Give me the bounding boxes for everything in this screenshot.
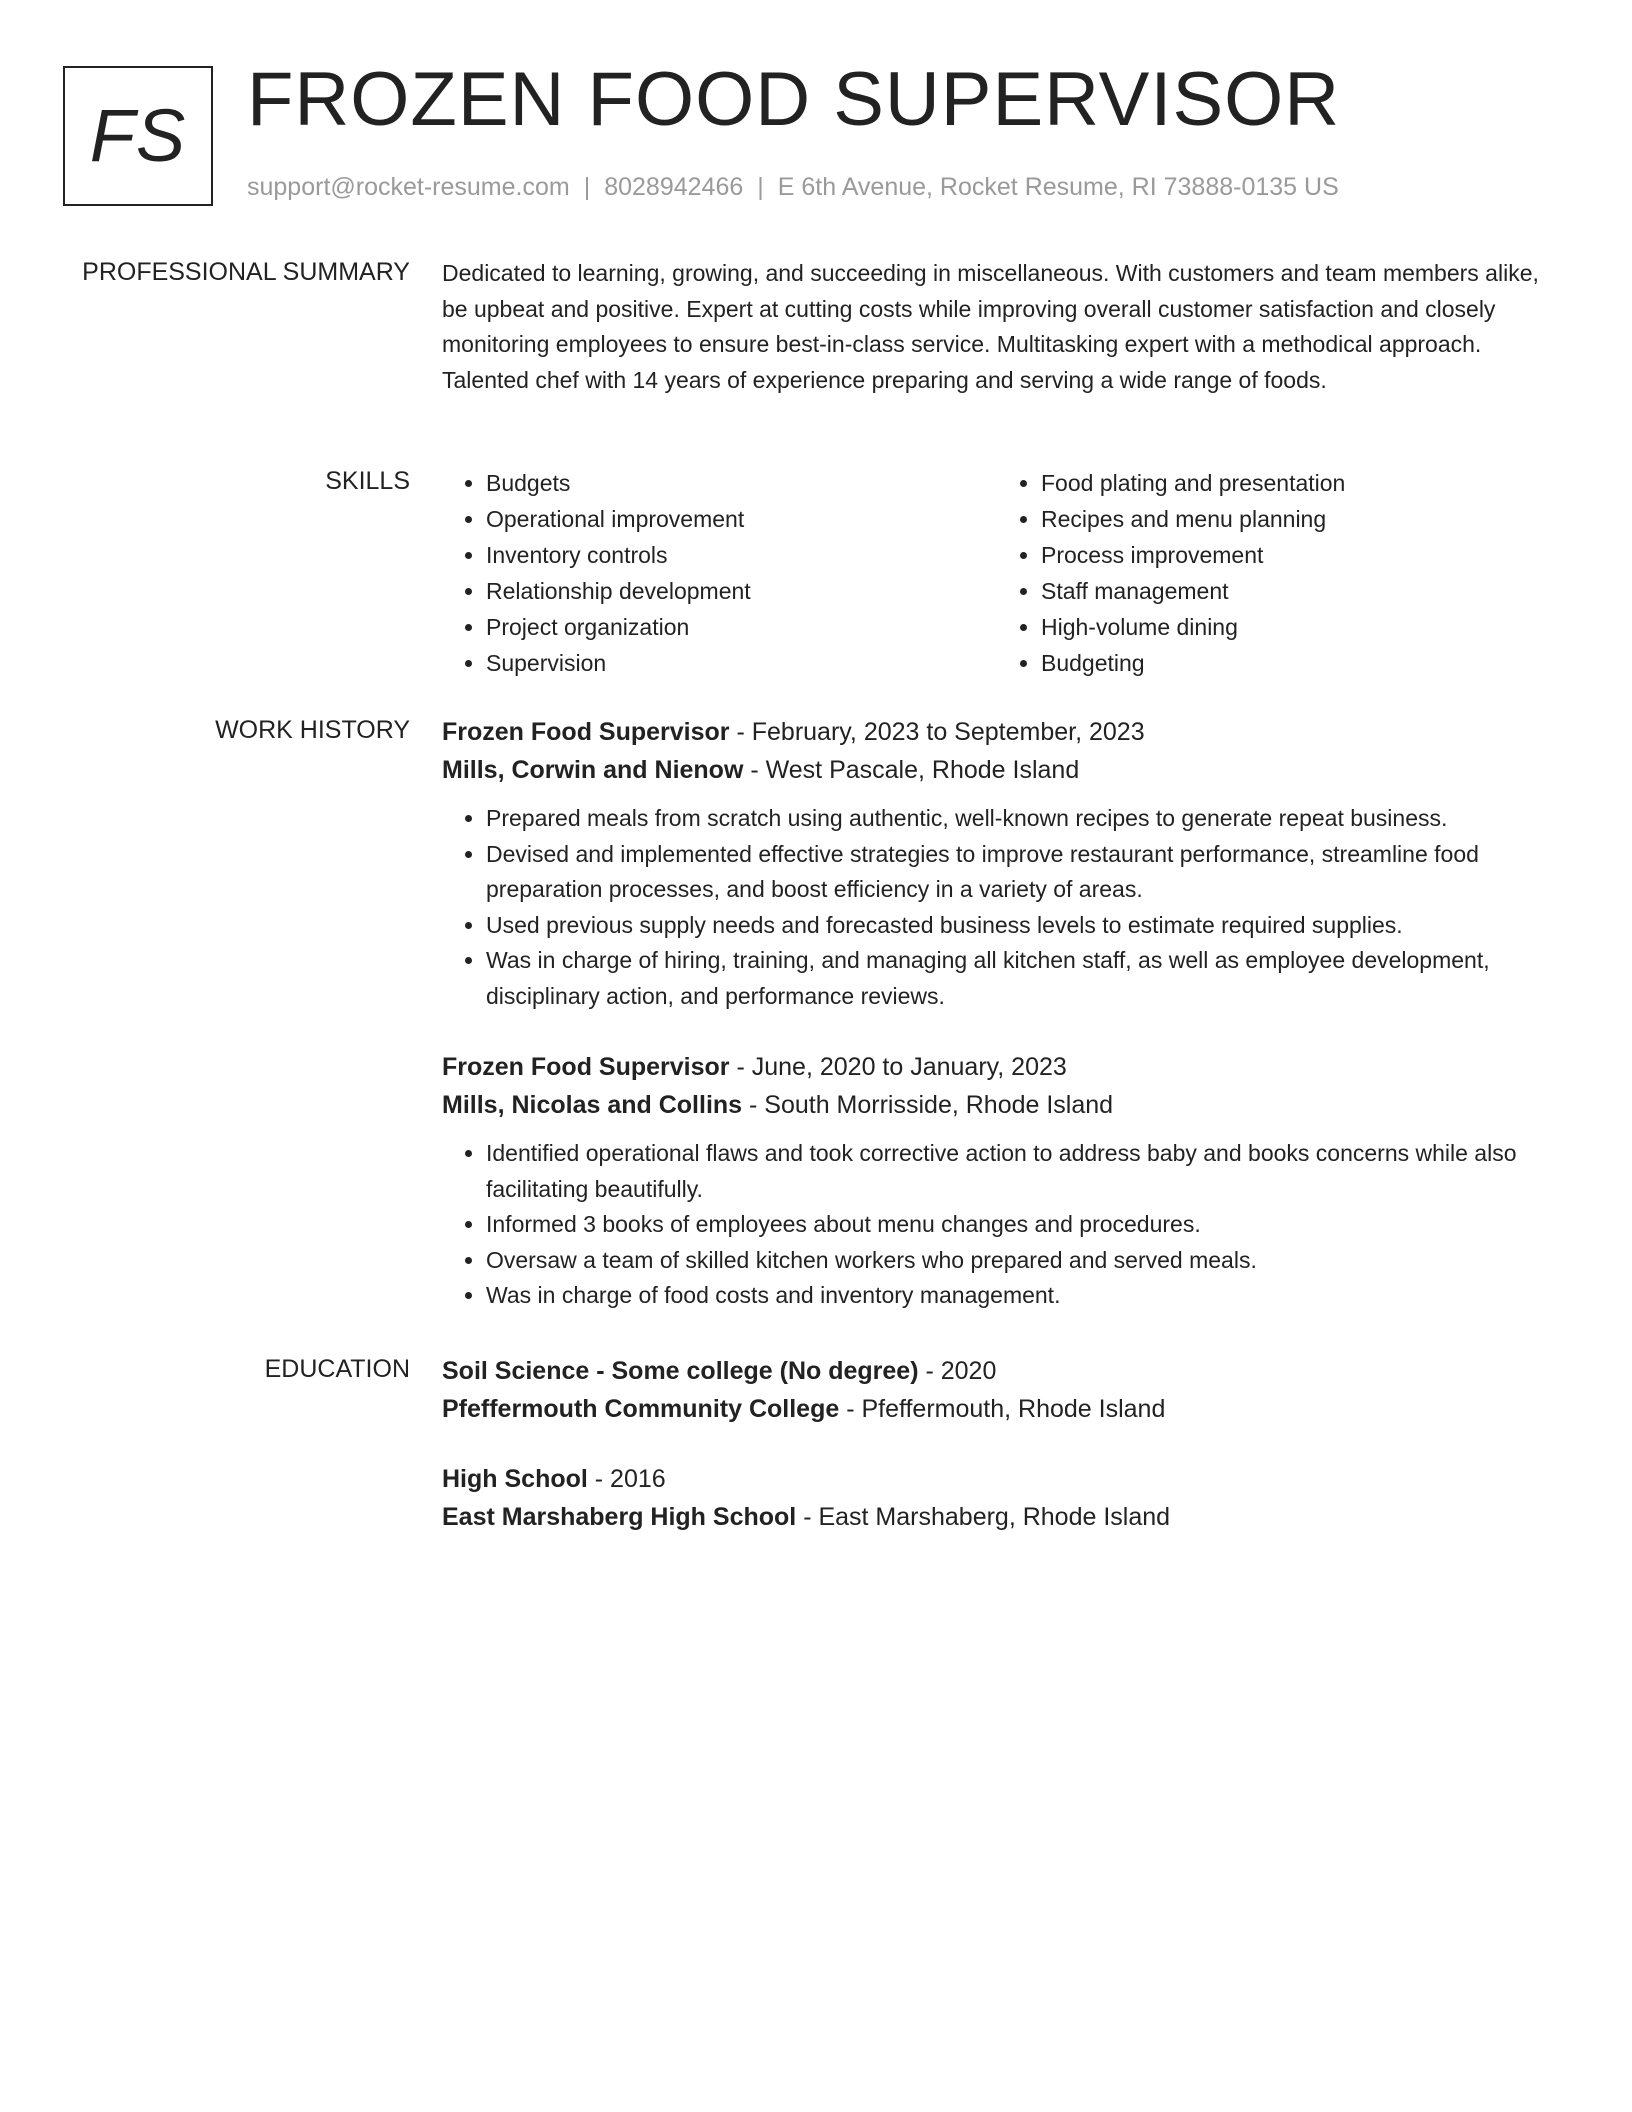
education-entry	[442, 1352, 1552, 1428]
job-bullet: • Informed 3 books of employees about menu changes and procedures.	[486, 1207, 1552, 1243]
contact-separator: |	[757, 173, 764, 201]
skill-item: • Project organization	[486, 609, 997, 645]
education-degree-line	[442, 1460, 1552, 1498]
job-company-line	[442, 751, 1552, 789]
job-bullet: • Identified operational flaws and took corrective action to address baby and books concerns while also facilitating beautifully.	[486, 1136, 1552, 1207]
contact-address: E 6th Avenue, Rocket Resume, RI 73888-0135 US	[777, 173, 1339, 201]
skill-item: • Operational improvement	[486, 501, 997, 537]
education-degree-line	[442, 1352, 1552, 1390]
monogram-badge	[63, 66, 213, 206]
skills-column-right	[997, 465, 1552, 681]
education-school-line	[442, 1390, 1552, 1428]
job-bullets	[442, 1136, 1552, 1314]
job-bullet: • Oversaw a team of skilled kitchen workers who prepared and served meals.	[486, 1243, 1552, 1279]
job-title: Frozen Food Supervisor	[442, 1053, 730, 1081]
education-year: - 2016	[587, 1465, 666, 1493]
summary-text: Dedicated to learning, growing, and succeeding in miscellaneous. With customers and team members alike, be upbeat and positive. Expert at cutting costs while improving overall customer satisfaction and closely monitoring employees to ensure best-in-class service. Multitasking expert with a methodical approach. Talented chef with 14 years of experience preparing and serving a wide range of foods.	[442, 260, 1539, 393]
education-location: - Pfeffermouth, Rhode Island	[839, 1395, 1166, 1423]
summary-body	[442, 256, 1552, 398]
work-history-body	[442, 713, 1552, 1348]
skills-heading: SKILLS	[325, 467, 410, 495]
education-location: - East Marshaberg, Rhode Island	[796, 1503, 1171, 1531]
job-bullet: • Was in charge of hiring, training, and managing all kitchen staff, as well as employee development, disciplinary action, and performance reviews.	[486, 943, 1552, 1014]
skill-item: • Budgeting	[1041, 645, 1552, 681]
job-entry	[442, 713, 1552, 1014]
education-entry	[442, 1460, 1552, 1536]
skill-item: • Supervision	[486, 645, 997, 681]
education-school-line	[442, 1498, 1552, 1536]
job-bullet: • Was in charge of food costs and inventory management.	[486, 1278, 1552, 1314]
education-school: Pfeffermouth Community College	[442, 1395, 840, 1423]
job-bullet: • Devised and implemented effective strategies to improve restaurant performance, streamline food preparation processes, and boost efficiency in a variety of areas.	[486, 837, 1552, 908]
job-bullet: • Prepared meals from scratch using authentic, well-known recipes to generate repeat business.	[486, 801, 1552, 837]
job-title: Frozen Food Supervisor	[442, 718, 730, 746]
job-company: Mills, Corwin and Nienow	[442, 756, 744, 784]
work-history-heading: WORK HISTORY	[215, 716, 410, 744]
summary-heading: PROFESSIONAL SUMMARY	[82, 258, 410, 286]
skill-item: • Inventory controls	[486, 537, 997, 573]
skill-item: • High-volume dining	[1041, 609, 1552, 645]
skill-item: • Relationship development	[486, 573, 997, 609]
skill-item: • Recipes and menu planning	[1041, 501, 1552, 537]
monogram-text: FS	[89, 94, 187, 177]
contact-line	[247, 172, 1339, 202]
education-heading: EDUCATION	[264, 1355, 410, 1383]
education-degree: High School	[442, 1465, 588, 1493]
skill-item: • Budgets	[486, 465, 997, 501]
job-location: - West Pascale, Rhode Island	[743, 756, 1080, 784]
skills-grid	[442, 465, 1552, 681]
job-company-line	[442, 1086, 1552, 1124]
skills-body	[442, 465, 1552, 681]
skill-item: • Process improvement	[1041, 537, 1552, 573]
job-company: Mills, Nicolas and Collins	[442, 1091, 743, 1119]
education-school: East Marshaberg High School	[442, 1503, 797, 1531]
job-entry	[442, 1048, 1552, 1314]
contact-email: support@rocket-resume.com	[247, 173, 570, 201]
contact-phone: 8028942466	[604, 173, 744, 201]
skills-column-left	[442, 465, 997, 681]
job-title-line	[442, 1048, 1552, 1086]
candidate-name: FROZEN FOOD SUPERVISOR	[247, 57, 1341, 142]
job-dates: - June, 2020 to January, 2023	[729, 1053, 1067, 1081]
skill-item: • Staff management	[1041, 573, 1552, 609]
contact-separator: |	[583, 173, 591, 201]
education-body	[442, 1352, 1552, 1568]
job-dates: - February, 2023 to September, 2023	[729, 718, 1145, 746]
job-location: - South Morrisside, Rhode Island	[742, 1091, 1114, 1119]
job-bullets	[442, 801, 1552, 1014]
skill-item: • Food plating and presentation	[1041, 465, 1552, 501]
job-bullet: • Used previous supply needs and forecasted business levels to estimate required supplies.	[486, 908, 1552, 944]
job-title-line	[442, 713, 1552, 751]
education-year: - 2020	[918, 1357, 997, 1385]
education-degree: Soil Science - Some college (No degree)	[442, 1357, 919, 1385]
